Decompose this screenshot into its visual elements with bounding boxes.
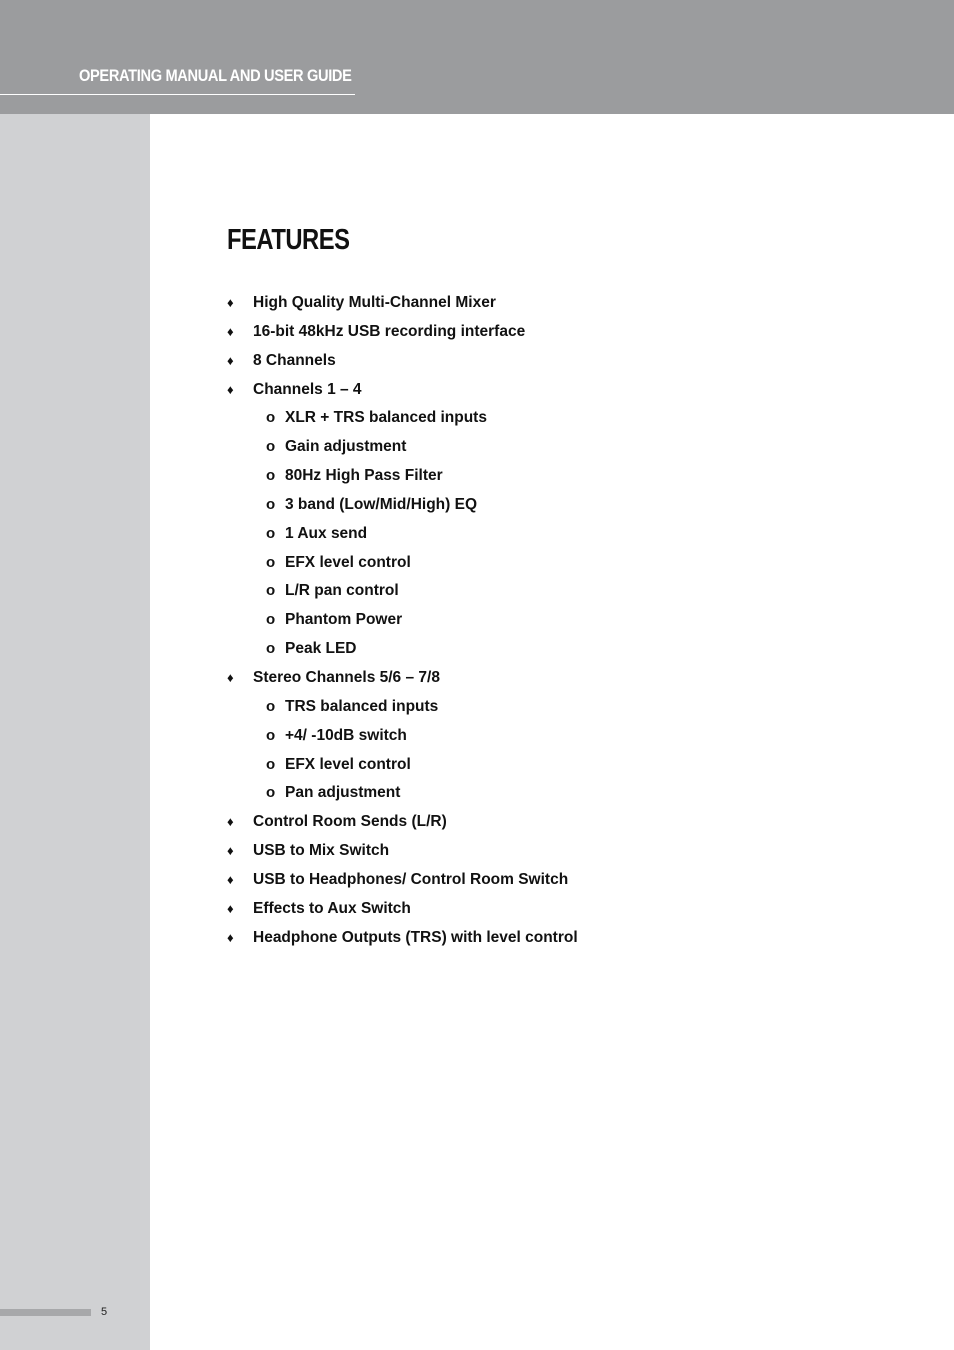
feature-text: USB to Mix Switch bbox=[253, 842, 390, 860]
diamond-bullet-icon: ♦ bbox=[227, 814, 234, 830]
sub-feature-text: 1 Aux send bbox=[285, 524, 368, 542]
feature-text: USB to Headphones/ Control Room Switch bbox=[253, 870, 569, 888]
sub-feature-item bbox=[227, 404, 847, 433]
circle-bullet-icon: o bbox=[266, 611, 276, 629]
feature-item bbox=[227, 924, 847, 953]
feature-item bbox=[227, 808, 847, 837]
circle-bullet-icon: o bbox=[266, 726, 276, 744]
header-band bbox=[0, 0, 954, 114]
circle-bullet-icon: o bbox=[266, 582, 276, 600]
sub-feature-item bbox=[227, 491, 847, 520]
section-title: FEATURES bbox=[227, 224, 350, 256]
sub-feature-text: XLR + TRS balanced inputs bbox=[285, 409, 487, 427]
sub-feature-text: EFX level control bbox=[285, 755, 411, 773]
circle-bullet-icon: o bbox=[266, 409, 276, 427]
circle-bullet-icon: o bbox=[266, 495, 276, 513]
sub-feature-text: TRS balanced inputs bbox=[285, 697, 439, 715]
feature-text: Stereo Channels 5/6 – 7/8 bbox=[253, 668, 440, 686]
page-number: 5 bbox=[101, 1306, 108, 1318]
sub-feature-text: Peak LED bbox=[285, 640, 357, 658]
circle-bullet-icon: o bbox=[266, 784, 276, 802]
diamond-bullet-icon: ♦ bbox=[227, 669, 234, 685]
feature-item bbox=[227, 289, 847, 318]
diamond-bullet-icon: ♦ bbox=[227, 871, 234, 887]
sub-feature-item bbox=[227, 520, 847, 549]
feature-text: High Quality Multi-Channel Mixer bbox=[253, 294, 496, 311]
feature-item bbox=[227, 866, 847, 895]
diamond-bullet-icon: ♦ bbox=[227, 323, 234, 339]
side-band bbox=[0, 114, 150, 1350]
circle-bullet-icon: o bbox=[266, 755, 276, 773]
feature-text: 8 Channels bbox=[253, 351, 336, 369]
sub-feature-item bbox=[227, 462, 847, 491]
sub-feature-item bbox=[227, 779, 847, 808]
sub-feature-item bbox=[227, 577, 847, 606]
diamond-bullet-icon: ♦ bbox=[227, 381, 234, 397]
sub-feature-text: Phantom Power bbox=[285, 611, 403, 629]
feature-text: Effects to Aux Switch bbox=[253, 899, 411, 917]
feature-text: Control Room Sends (L/R) bbox=[253, 813, 447, 831]
sub-feature-text: 3 band (Low/Mid/High) EQ bbox=[285, 495, 478, 513]
feature-text: 16-bit 48kHz USB recording interface bbox=[253, 322, 526, 340]
feature-text: Headphone Outputs (TRS) with level control bbox=[253, 928, 578, 946]
sub-feature-item bbox=[227, 693, 847, 722]
diamond-bullet-icon: ♦ bbox=[227, 843, 234, 859]
circle-bullet-icon: o bbox=[266, 467, 276, 485]
diamond-bullet-icon: ♦ bbox=[227, 295, 234, 310]
circle-bullet-icon: o bbox=[266, 438, 276, 456]
diamond-bullet-icon: ♦ bbox=[227, 929, 234, 945]
sub-feature-item bbox=[227, 722, 847, 751]
feature-item bbox=[227, 376, 847, 405]
sub-feature-text: L/R pan control bbox=[285, 582, 399, 600]
feature-item bbox=[227, 347, 847, 376]
sub-feature-item bbox=[227, 606, 847, 635]
circle-bullet-icon: o bbox=[266, 553, 276, 571]
header-rule bbox=[0, 94, 355, 95]
feature-list bbox=[227, 289, 847, 952]
sub-feature-item bbox=[227, 549, 847, 578]
circle-bullet-icon: o bbox=[266, 697, 276, 715]
feature-item bbox=[227, 318, 847, 347]
sub-feature-text: Gain adjustment bbox=[285, 438, 407, 456]
feature-item bbox=[227, 664, 847, 693]
sub-feature-item bbox=[227, 635, 847, 664]
feature-item bbox=[227, 837, 847, 866]
sub-feature-item bbox=[227, 433, 847, 462]
circle-bullet-icon: o bbox=[266, 524, 276, 542]
manual-title: OPERATING MANUAL AND USER GUIDE bbox=[79, 66, 352, 85]
sub-feature-text: 80Hz High Pass Filter bbox=[285, 467, 443, 485]
page-number-bar bbox=[0, 1309, 91, 1316]
diamond-bullet-icon: ♦ bbox=[227, 352, 234, 368]
sub-feature-text: Pan adjustment bbox=[285, 784, 401, 802]
diamond-bullet-icon: ♦ bbox=[227, 900, 234, 916]
sub-feature-text: +4/ -10dB switch bbox=[285, 726, 407, 744]
feature-item bbox=[227, 895, 847, 924]
sub-feature-text: EFX level control bbox=[285, 553, 411, 571]
circle-bullet-icon: o bbox=[266, 640, 276, 658]
sub-feature-item bbox=[227, 751, 847, 780]
feature-text: Channels 1 – 4 bbox=[253, 380, 362, 398]
